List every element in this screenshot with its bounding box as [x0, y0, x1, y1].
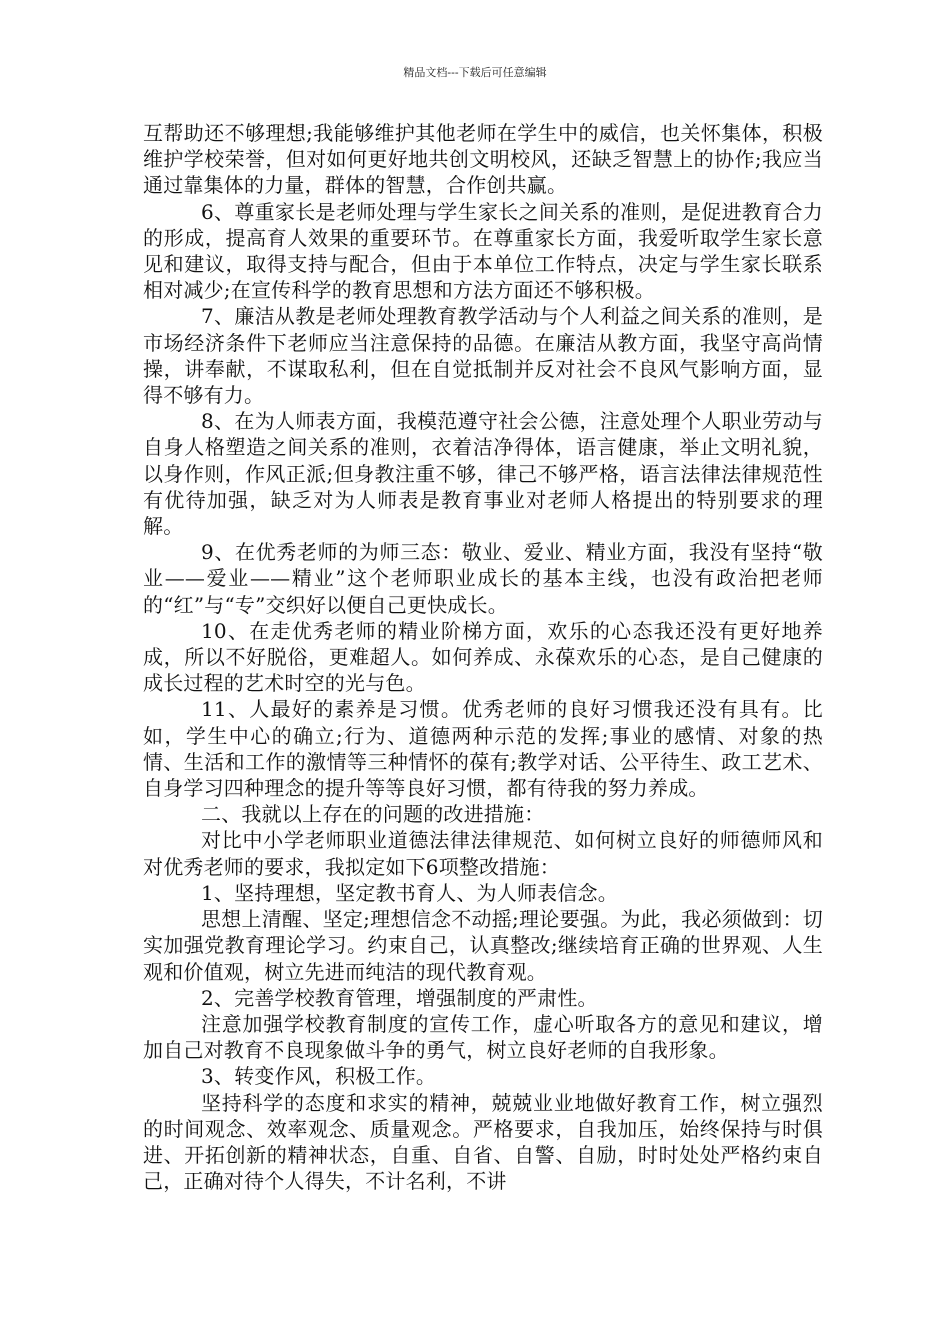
section-heading: 二、我就以上存在的问题的改进措施：: [201, 802, 545, 827]
paragraph: 坚持科学的态度和求实的精神，兢兢业业地做好教育工作，树立强烈的时间观念、效率观念、质量观念。严格要求，自我加压，始终保持与时俱进、开拓创新的精神状态，自重、自省、自警、自励，时时处处严格约束自己，正确对待个人得失，不计名利，不讲: [143, 1090, 823, 1194]
paragraph: 6、尊重家长是老师处理与学生家长之间关系的准则，是促进教育合力的形成，提高育人效果的重要环节。在尊重家长方面，我爱听取学生家长意见和建议，取得支持与配合，但由于本单位工作特点，决定与学生家长联系相对减少;在宣传科学的教育思想和方法方面还不够积极。: [143, 199, 823, 303]
paragraph: 8、在为人师表方面，我模范遵守社会公德，注意处理个人职业劳动与自身人格塑造之间关系的准则，衣着洁净得体，语言健康，举止文明礼貌，以身作则，作风正派;但身教注重不够，律己不够严格，语言法律法律规范性有优待加强，缺乏对为人师表是教育事业对老师人格提出的特别要求的理解。: [143, 409, 823, 539]
measure-heading: 1、坚持理想，坚定教书育人、为人师表信念。: [201, 880, 618, 905]
document-body: [143, 120, 823, 1194]
paragraph: 注意加强学校教育制度的宣传工作，虚心听取各方的意见和建议，增加自己对教育不良现象做斗争的勇气，树立良好老师的自我形象。: [143, 1011, 823, 1063]
measure-heading: 3、转变作风，积极工作。: [201, 1064, 437, 1089]
paragraph: 10、在走优秀老师的精业阶梯方面，欢乐的心态我还没有更好地养成，所以不好脱俗，更难超人。如何养成、永葆欢乐的心态，是自己健康的成长过程的艺术时空的光与色。: [143, 618, 823, 696]
paragraph: 7、廉洁从教是老师处理教育教学活动与个人利益之间关系的准则，是市场经济条件下老师应当注意保持的品德。在廉洁从教方面，我坚守高尚情操，讲奉献，不谋取私利，但在自觉抵制并反对社会不良风气影响方面，显得不够有力。: [143, 304, 823, 408]
paragraph: 互帮助还不够理想;我能够维护其他老师在学生中的威信，也关怀集体，积极维护学校荣誉，但对如何更好地共创文明校风，还缺乏智慧上的协作;我应当通过靠集体的力量，群体的智慧，合作创共赢。: [143, 121, 823, 198]
page-header: 精品文档---下载后可任意编辑: [403, 66, 547, 79]
paragraph: 对比中小学老师职业道德法律法律规范、如何树立良好的师德师风和对优秀老师的要求，我拟定如下6项整改措施：: [143, 828, 823, 879]
measure-heading: 2、完善学校教育管理，增强制度的严肃性。: [201, 985, 598, 1010]
paragraph: 11、人最好的素养是习惯。优秀老师的良好习惯我还没有具有。比如，学生中心的确立;行为、道德两种示范的发挥;事业的感情、对象的热情、生活和工作的激情等三种情怀的葆有;教学对话、公平待生、政工艺术、自身学习四种理念的提升等等良好习惯，都有待我的努力养成。: [143, 697, 823, 801]
paragraph: 9、在优秀老师的为师三态：敬业、爱业、精业方面，我没有坚持“敬业——爱业——精业”这个老师职业成长的基本主线，也没有政治把老师的“红”与“专”交织好以便自己更快成长。: [143, 540, 823, 617]
paragraph: 思想上清醒、坚定;理想信念不动摇;理论要强。为此，我必须做到：切实加强党教育理论学习。约束自己，认真整改;继续培育正确的世界观、人生观和价值观，树立先进而纯洁的现代教育观。: [143, 907, 823, 984]
